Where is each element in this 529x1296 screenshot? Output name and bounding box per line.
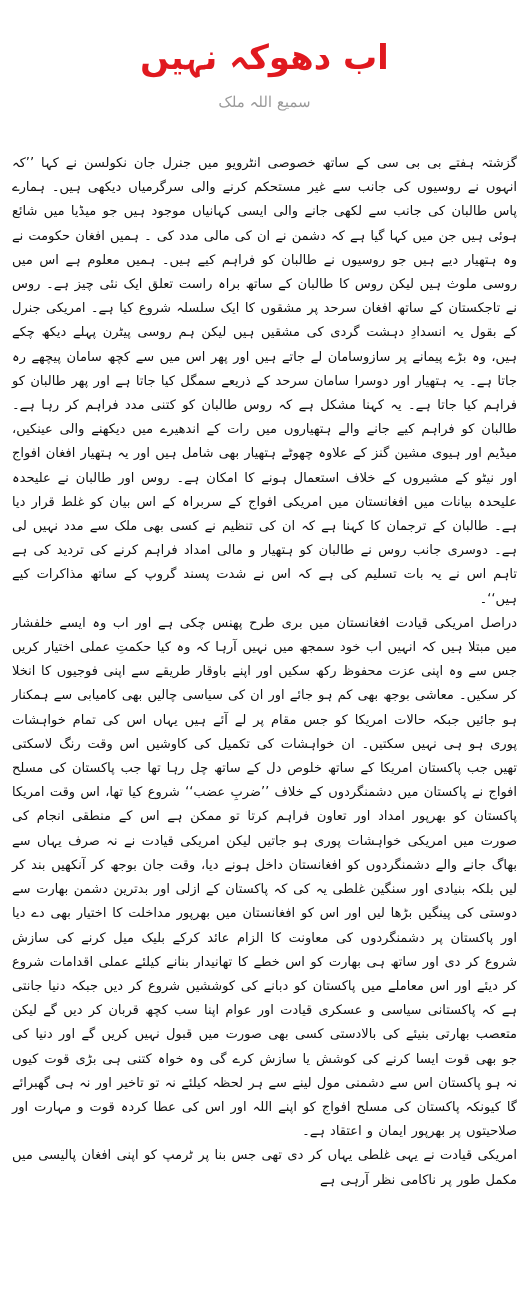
article-page (0, 38, 529, 1296)
paragraph: امریکی قیادت نے یہی غلطی یہاں کر دی تھی جس بنا پر ٹرمپ کو اپنی افغان پالیسی میں مکمل طور پر ناکامی نظر آرہی ہے (12, 1148, 517, 1188)
paragraph: گزشتہ ہفتے بی بی سی کے ساتھ خصوصی انٹرویو میں جنرل جان نکولسن نے کہا ’’کہ انہوں نے روسیوں کی جانب سے غیر مستحکم کرنے والی سرگرمیاں دیکھی ہیں۔ ہمارے پاس طالبان کی جانب سے لکھی جانے والی ایسی کہانیاں موجود ہیں جو میڈیا میں شائع ہوئی ہیں جن میں کہا گیا ہے کہ دشمن نے ان کی مالی مدد کی ۔ ہمیں افغان حکومت نے وہ ہتھیار دیے ہیں جو روسیوں نے طالبان کو فراہم کیے ہیں۔ ہمیں معلوم ہے اس میں روسی ملوث ہیں لیکن روس کا طالبان کے ساتھ براہ راست تعلق ایک نئی چیز ہے۔ روس نے تاجکستان کے ساتھ افغان سرحد پر مشقوں کا ایک سلسلہ شروع کیا ہے۔ امریکی جنرل کے بقول یہ انسدادِ دہشت گردی کی مشقیں ہیں لیکن ہم روسی پیٹرن پہلے دیکھ چکے ہیں، وہ بڑے پیمانے پر سازوسامان لے جاتے ہیں اور پھر اس میں سے کچھ سامان پیچھے رہ جاتا ہے۔ یہ ہتھیار اور دوسرا سامان سرحد کے ذریعے سمگل کیا جاتا ہے اور پھر طالبان کو فراہم کیا جاتا ہے۔ یہ کہنا مشکل ہے کہ روس طالبان کو کتنی مدد فراہم کر رہا ہے۔ طالبان کو فراہم کیے جانے والے ہتھیاروں میں رات کے اندھیرے میں دیکھنے والی عینکیں، میڈیم اور ہیوی مشین گنز کے علاوہ چھوٹے ہتھیار بھی شامل ہیں اور یہ ہتھیار افغان افواج اور نیٹو کے مشیروں کے خلاف استعمال ہونے کا امکان ہے۔ روس اور طالبان نے علیحدہ علیحدہ بیانات میں افغانستان میں امریکی افواج کے سربراہ کے اس بیان کو غلط قرار دیا ہے۔ طالبان کے ترجمان کا کہنا ہے کہ ان کی تنظیم نے کسی بھی ملک سے مدد نہیں لی ہے۔ دوسری جانب روس نے طالبان کو ہتھیار و مالی امداد فراہم کرنے کی تردید کی ہے تاہم اس نے یہ بات تسلیم کی ہے کہ اس نے شدت پسند گروپ کے ساتھ مذاکرات کیے ہیں‘‘۔ (12, 156, 517, 607)
paragraph: دراصل امریکی قیادت افغانستان میں بری طرح پھنس چکی ہے اور اب وہ ایسے خلفشار میں مبتلا ہیں کہ انہیں اب خود سمجھ میں نہیں آرہا کہ وہ کیا حکمتِ عملی اختیار کریں جس سے وہ اپنی عزت محفوظ رکھ سکیں اور اپنے باوقار طریقے سے اپنی فوجیوں کا انخلا کر سکیں۔ معاشی بوجھ بھی کم ہو جائے اور ان کی سیاسی چالیں بھی کامیابی سے ہمکنار ہو جائیں جبکہ حالات امریکا کو جس مقام پر لے آئے ہیں یہاں اس کی تمام خواہشات پوری ہو ہی نہیں سکتیں۔ ان خواہشات کی تکمیل کی کاوشیں اس وقت رنگ لاسکتی تھیں جب پاکستان امریکا کے ساتھ خلوص دل کے ساتھ چل رہا تھا جب پاکستان کی مسلح افواج نے پاکستان میں دشمنگردوں کے خلاف ’’ضربِ عضب‘‘ شروع کیا تھا، اس وقت امریکا پاکستان کو بھرپور امداد اور تعاون فراہم کرتا تو ممکن ہے اس کے منطقی انجام کی صورت میں امریکی خواہشات پوری ہو جاتیں لیکن امریکی قیادت نے نہ صرف یہاں سے بھاگ جانے والے دشمنگردوں کو افغانستان داخل ہونے دیا، وقت جان بوجھ کر آنکھیں بند کر لیں بلکہ بنیادی اور سنگین غلطی یہ کی کہ پاکستان کے ازلی اور بدترین دشمن بھارت سے دوستی کی پینگیں بڑھا لیں اور اس کو افغانستان میں بھرپور مداخلت کا اختیار بھی دے دیا اور پاکستان پر دشمنگردوں کی معاونت کا الزام عائد کرکے بلیک میل کرنے کی سازش شروع کر دی اور ساتھ ہی بھارت کو اس خطے کا تھانیدار بنانے کیلئے عملی اقدامات شروع کر دیئے اور اس معاملے میں پاکستان کو دبانے کی کوششیں شروع کر دیں جبکہ دنیا جانتی ہے کہ پاکستانی سیاسی و عسکری قیادت اور عوام اپنا سب کچھ قربان کر دیں گے لیکن متعصب بھارتی بنیئے کی بالادستی کسی بھی صورت میں قبول نہیں کریں گے اور دنیا کی جو بھی قوت ایسا کرنے کی کوشش یا سازش کرے گی وہ خواہ کتنی ہی بڑی قوت کیوں نہ ہو پاکستان اس سے دشمنی مول لینے سے ہر لحظہ کیلئے نہ تو تاخیر اور نہ ہی گھبرائے گا کیونکہ پاکستان کی مسلح افواج کو اپنے اللہ اور اس کی عطا کردہ قوت و مہارت اور صلاحیتوں پر بھرپور ایمان و اعتقاد ہے۔ (12, 615, 517, 1140)
article-title: اب دھوکہ نہیں (140, 38, 389, 78)
author-byline: سمیع اللہ ملک (218, 93, 311, 111)
article-body (12, 152, 517, 1193)
